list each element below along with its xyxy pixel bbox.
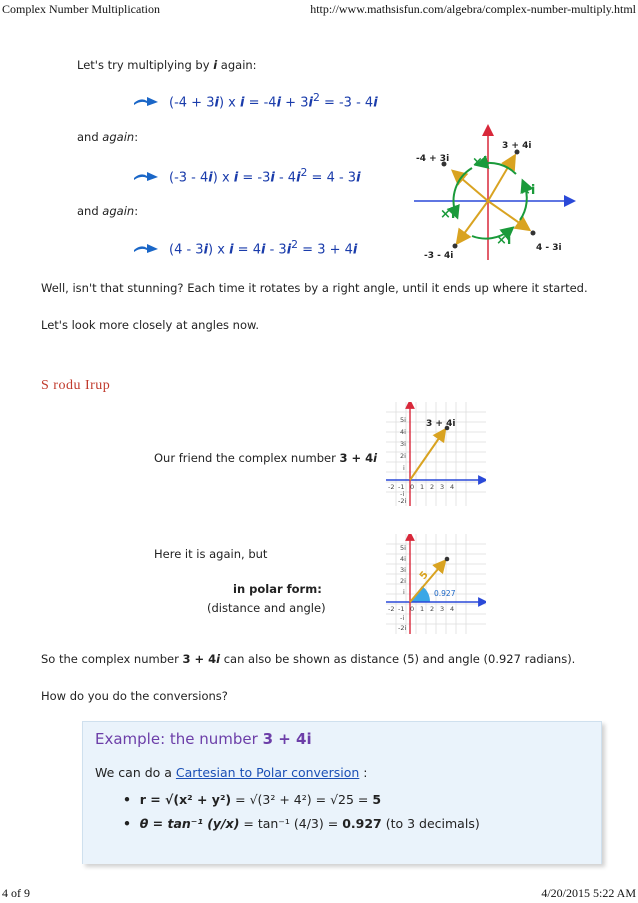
again-but-text: Here it is again, but bbox=[154, 547, 268, 561]
equation-3: (4 - 3i) x $i = 4i - 3i^2 = 3 + 4i$ bbox=[133, 238, 357, 257]
svg-text:-2i: -2i bbox=[398, 497, 407, 505]
svg-text:1: 1 bbox=[420, 483, 425, 491]
equation-1: (-4 + 3i) x $i = -4i + 3i^2 = -3 - 4i$ bbox=[133, 91, 378, 110]
svg-text:3 + 4i: 3 + 4i bbox=[502, 141, 532, 151]
svg-text:3: 3 bbox=[440, 483, 445, 491]
intro-text bbox=[77, 58, 257, 72]
svg-text:-1: -1 bbox=[398, 605, 405, 613]
svg-text:2: 2 bbox=[430, 605, 435, 613]
svg-text:4: 4 bbox=[450, 605, 455, 613]
svg-text:3: 3 bbox=[440, 605, 445, 613]
svg-text:×i: ×i bbox=[496, 233, 512, 248]
svg-text:4 - 3i: 4 - 3i bbox=[536, 243, 562, 253]
blue-arrow-icon bbox=[133, 169, 159, 183]
svg-text:0: 0 bbox=[410, 605, 415, 613]
cartesian-to-polar-link[interactable]: Cartesian to Polar conversion bbox=[175, 765, 360, 780]
svg-text:-2i: -2i bbox=[398, 624, 407, 632]
equation-2: (-3 - 4i) x $i = -3i - 4i^2 = 4 - 3i$ bbox=[133, 166, 361, 185]
svg-text:0: 0 bbox=[410, 483, 415, 491]
svg-text:2i: 2i bbox=[400, 452, 406, 460]
again-text-2: and again: bbox=[77, 204, 139, 218]
intro-pre: Let's try multiplying by bbox=[77, 58, 214, 72]
blue-arrow-icon bbox=[133, 94, 159, 108]
polar-diagram bbox=[386, 534, 486, 634]
bullet-theta: • θ = tan⁻¹ (y/x) = tan⁻¹ (4/3) = 0.927 (to 3 decimals) bbox=[123, 816, 480, 831]
svg-text:2i: 2i bbox=[400, 577, 406, 585]
intro-post: again: bbox=[217, 58, 257, 72]
rotation-diagram bbox=[414, 124, 576, 262]
cartesian-diagram bbox=[386, 402, 486, 506]
example-intro-line: We can do a Cartesian to Polar conversion : bbox=[95, 765, 368, 780]
svg-text:3 + 4i: 3 + 4i bbox=[426, 419, 456, 429]
example-box bbox=[82, 721, 602, 864]
svg-text:i: i bbox=[403, 464, 405, 472]
page-header-title: Complex Number Multiplication bbox=[2, 2, 160, 16]
page-header-url: http://www.mathsisfun.com/algebra/complex-number-multiply.html bbox=[310, 2, 636, 16]
svg-text:-i: -i bbox=[400, 490, 405, 498]
svg-text:-i: -i bbox=[400, 614, 405, 622]
svg-text:5i: 5i bbox=[400, 544, 406, 552]
bullet-r: • r = √(x² + y²) = √(3² + 4²) = √25 = 5 bbox=[123, 792, 382, 807]
svg-text:4i: 4i bbox=[400, 428, 406, 436]
svg-text:-2: -2 bbox=[388, 483, 395, 491]
svg-text:-2: -2 bbox=[388, 605, 395, 613]
svg-text:4: 4 bbox=[450, 483, 455, 491]
svg-text:×i: ×i bbox=[440, 207, 456, 222]
svg-text:5: 5 bbox=[417, 569, 431, 582]
page-footer-datetime: 4/20/2015 5:22 AM bbox=[541, 886, 636, 900]
angles-text: Let's look more closely at angles now. bbox=[41, 318, 259, 332]
svg-text:-4 + 3i: -4 + 3i bbox=[416, 154, 450, 164]
svg-text:0.927: 0.927 bbox=[434, 589, 456, 598]
svg-text:×i: ×i bbox=[520, 183, 536, 198]
svg-text:4i: 4i bbox=[400, 555, 406, 563]
svg-text:i: i bbox=[403, 588, 405, 596]
svg-text:3i: 3i bbox=[400, 566, 406, 574]
so-text: So the complex number 3 + 4i can also be shown as distance (5) and angle (0.927 radians). bbox=[41, 652, 576, 666]
page-footer-page: 4 of 9 bbox=[2, 886, 30, 900]
polar-form-label: in polar form: bbox=[233, 582, 322, 596]
svg-text:3i: 3i bbox=[400, 440, 406, 448]
stunning-text: Well, isn't that stunning? Each time it rotates by a right angle, until it ends up where it started. bbox=[41, 281, 588, 295]
intro-i: i bbox=[213, 58, 218, 72]
blue-arrow-icon bbox=[133, 241, 159, 255]
again-text-1: and again: bbox=[77, 130, 139, 144]
section-heading: S rodu Irup bbox=[41, 378, 111, 393]
how-text: How do you do the conversions? bbox=[41, 689, 228, 703]
svg-text:2: 2 bbox=[430, 483, 435, 491]
svg-text:×i: ×i bbox=[472, 155, 488, 170]
polar-sub-label: (distance and angle) bbox=[207, 601, 326, 615]
svg-text:-1: -1 bbox=[398, 483, 405, 491]
svg-text:5i: 5i bbox=[400, 416, 406, 424]
friend-text: Our friend the complex number 3 + 4i bbox=[154, 451, 378, 465]
example-title: Example: the number 3 + 4i bbox=[95, 730, 312, 748]
svg-text:-3 - 4i: -3 - 4i bbox=[424, 251, 454, 261]
svg-text:1: 1 bbox=[420, 605, 425, 613]
